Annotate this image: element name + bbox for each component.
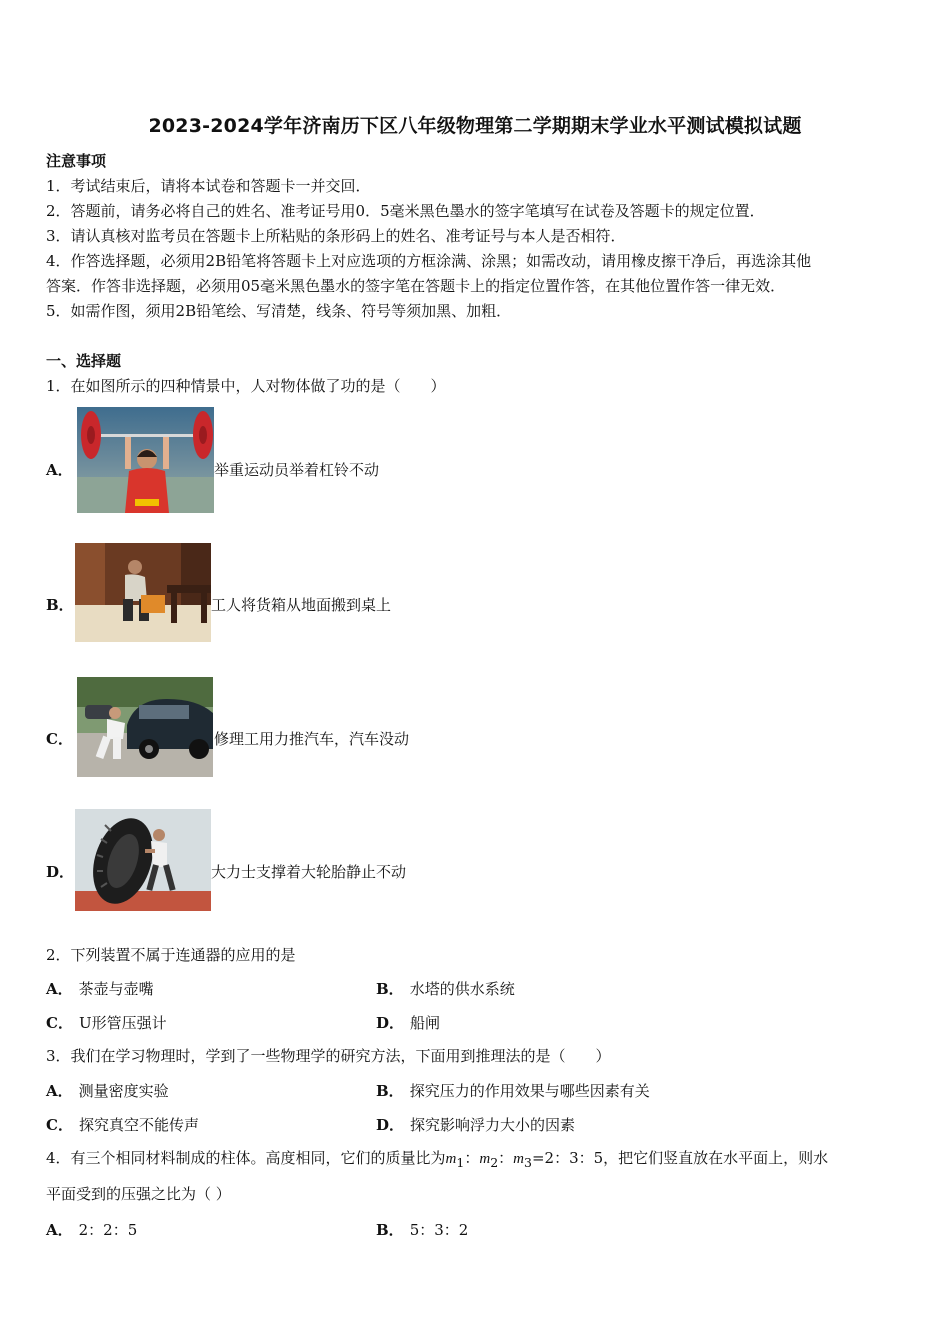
option-letter: A．: [46, 461, 73, 479]
option-caption: 工人将货箱从地面搬到桌上: [211, 596, 392, 614]
option-letter: B．: [46, 596, 74, 614]
choice-item: B． 5：3：2: [376, 1221, 469, 1239]
choice-item: A． 2：2：5: [46, 1221, 138, 1239]
option-caption: 大力士支撑着大轮胎静止不动: [211, 863, 407, 881]
choice-item: C． 探究真空不能传声: [46, 1116, 199, 1134]
choice-item: C． U形管压强计: [46, 1014, 167, 1032]
question-stem-3: 3．我们在学习物理时，学到了一些物理学的研究方法，下面用到推理法的是（ ）: [46, 1047, 611, 1065]
notice-heading: 注意事项: [46, 152, 107, 170]
choice-item: D． 探究影响浮力大小的因素: [376, 1116, 576, 1134]
question-stem-4: 4．有三个相同材料制成的柱体。高度相同，它们的质量比为$m_1$：$m_2$：$m_3=2$：3：5，把它们竖直放在水平面上，则水: [46, 1149, 829, 1170]
option-caption: 举重运动员举着杠铃不动: [214, 461, 380, 479]
notice-item: 答案．作答非选择题，必须用05毫米黑色墨水的签字笔在答题卡上的指定位置作答，在其他位置作答一律无效．: [46, 277, 786, 295]
section-heading: 一、选择题: [46, 352, 122, 370]
notice-item: 1．考试结束后，请将本试卷和答题卡一并交回．: [46, 177, 371, 195]
question-stem-2: 2．下列装置不属于连通器的应用的是: [46, 946, 296, 964]
mechanic-pushing-car-photo: [77, 677, 213, 777]
option-caption: 修理工用力推汽车，汽车没动: [214, 730, 410, 748]
choice-item: D． 船闸: [376, 1014, 441, 1032]
choice-item: A． 茶壶与壶嘴: [46, 980, 154, 998]
weightlifter-photo: [77, 407, 214, 513]
choice-item: B． 探究压力的作用效果与哪些因素有关: [376, 1082, 650, 1100]
question-stem-4-cont: 平面受到的压强之比为（ ）: [46, 1185, 231, 1203]
page-title: 2023-2024学年济南历下区八年级物理第二学期期末学业水平测试模拟试题: [148, 115, 802, 137]
notice-item: 4．作答选择题，必须用2B铅笔将答题卡上对应选项的方框涂满、涂黑；如需改动，请用橡皮擦干净后，再选涂其他: [46, 252, 812, 270]
choice-item: A． 测量密度实验: [46, 1082, 169, 1100]
notice-item: 5．如需作图，须用2B铅笔绘、写清楚，线条、符号等须加黑、加粗．: [46, 302, 512, 320]
option-letter: D．: [46, 863, 75, 881]
strongman-tire-photo: [75, 809, 211, 911]
question-stem-1: 1．在如图所示的四种情景中，人对物体做了功的是（ ）: [46, 377, 446, 395]
notice-item: 2．答题前，请务必将自己的姓名、准考证号用0．5毫米黑色墨水的签字笔填写在试卷及答题卡的规定位置．: [46, 202, 765, 220]
choice-item: B． 水塔的供水系统: [376, 980, 515, 998]
notice-item: 3．请认真核对监考员在答题卡上所粘贴的条形码上的姓名、准考证号与本人是否相符．: [46, 227, 626, 245]
worker-lifting-box-photo: [75, 543, 211, 642]
option-letter: C．: [46, 730, 73, 748]
